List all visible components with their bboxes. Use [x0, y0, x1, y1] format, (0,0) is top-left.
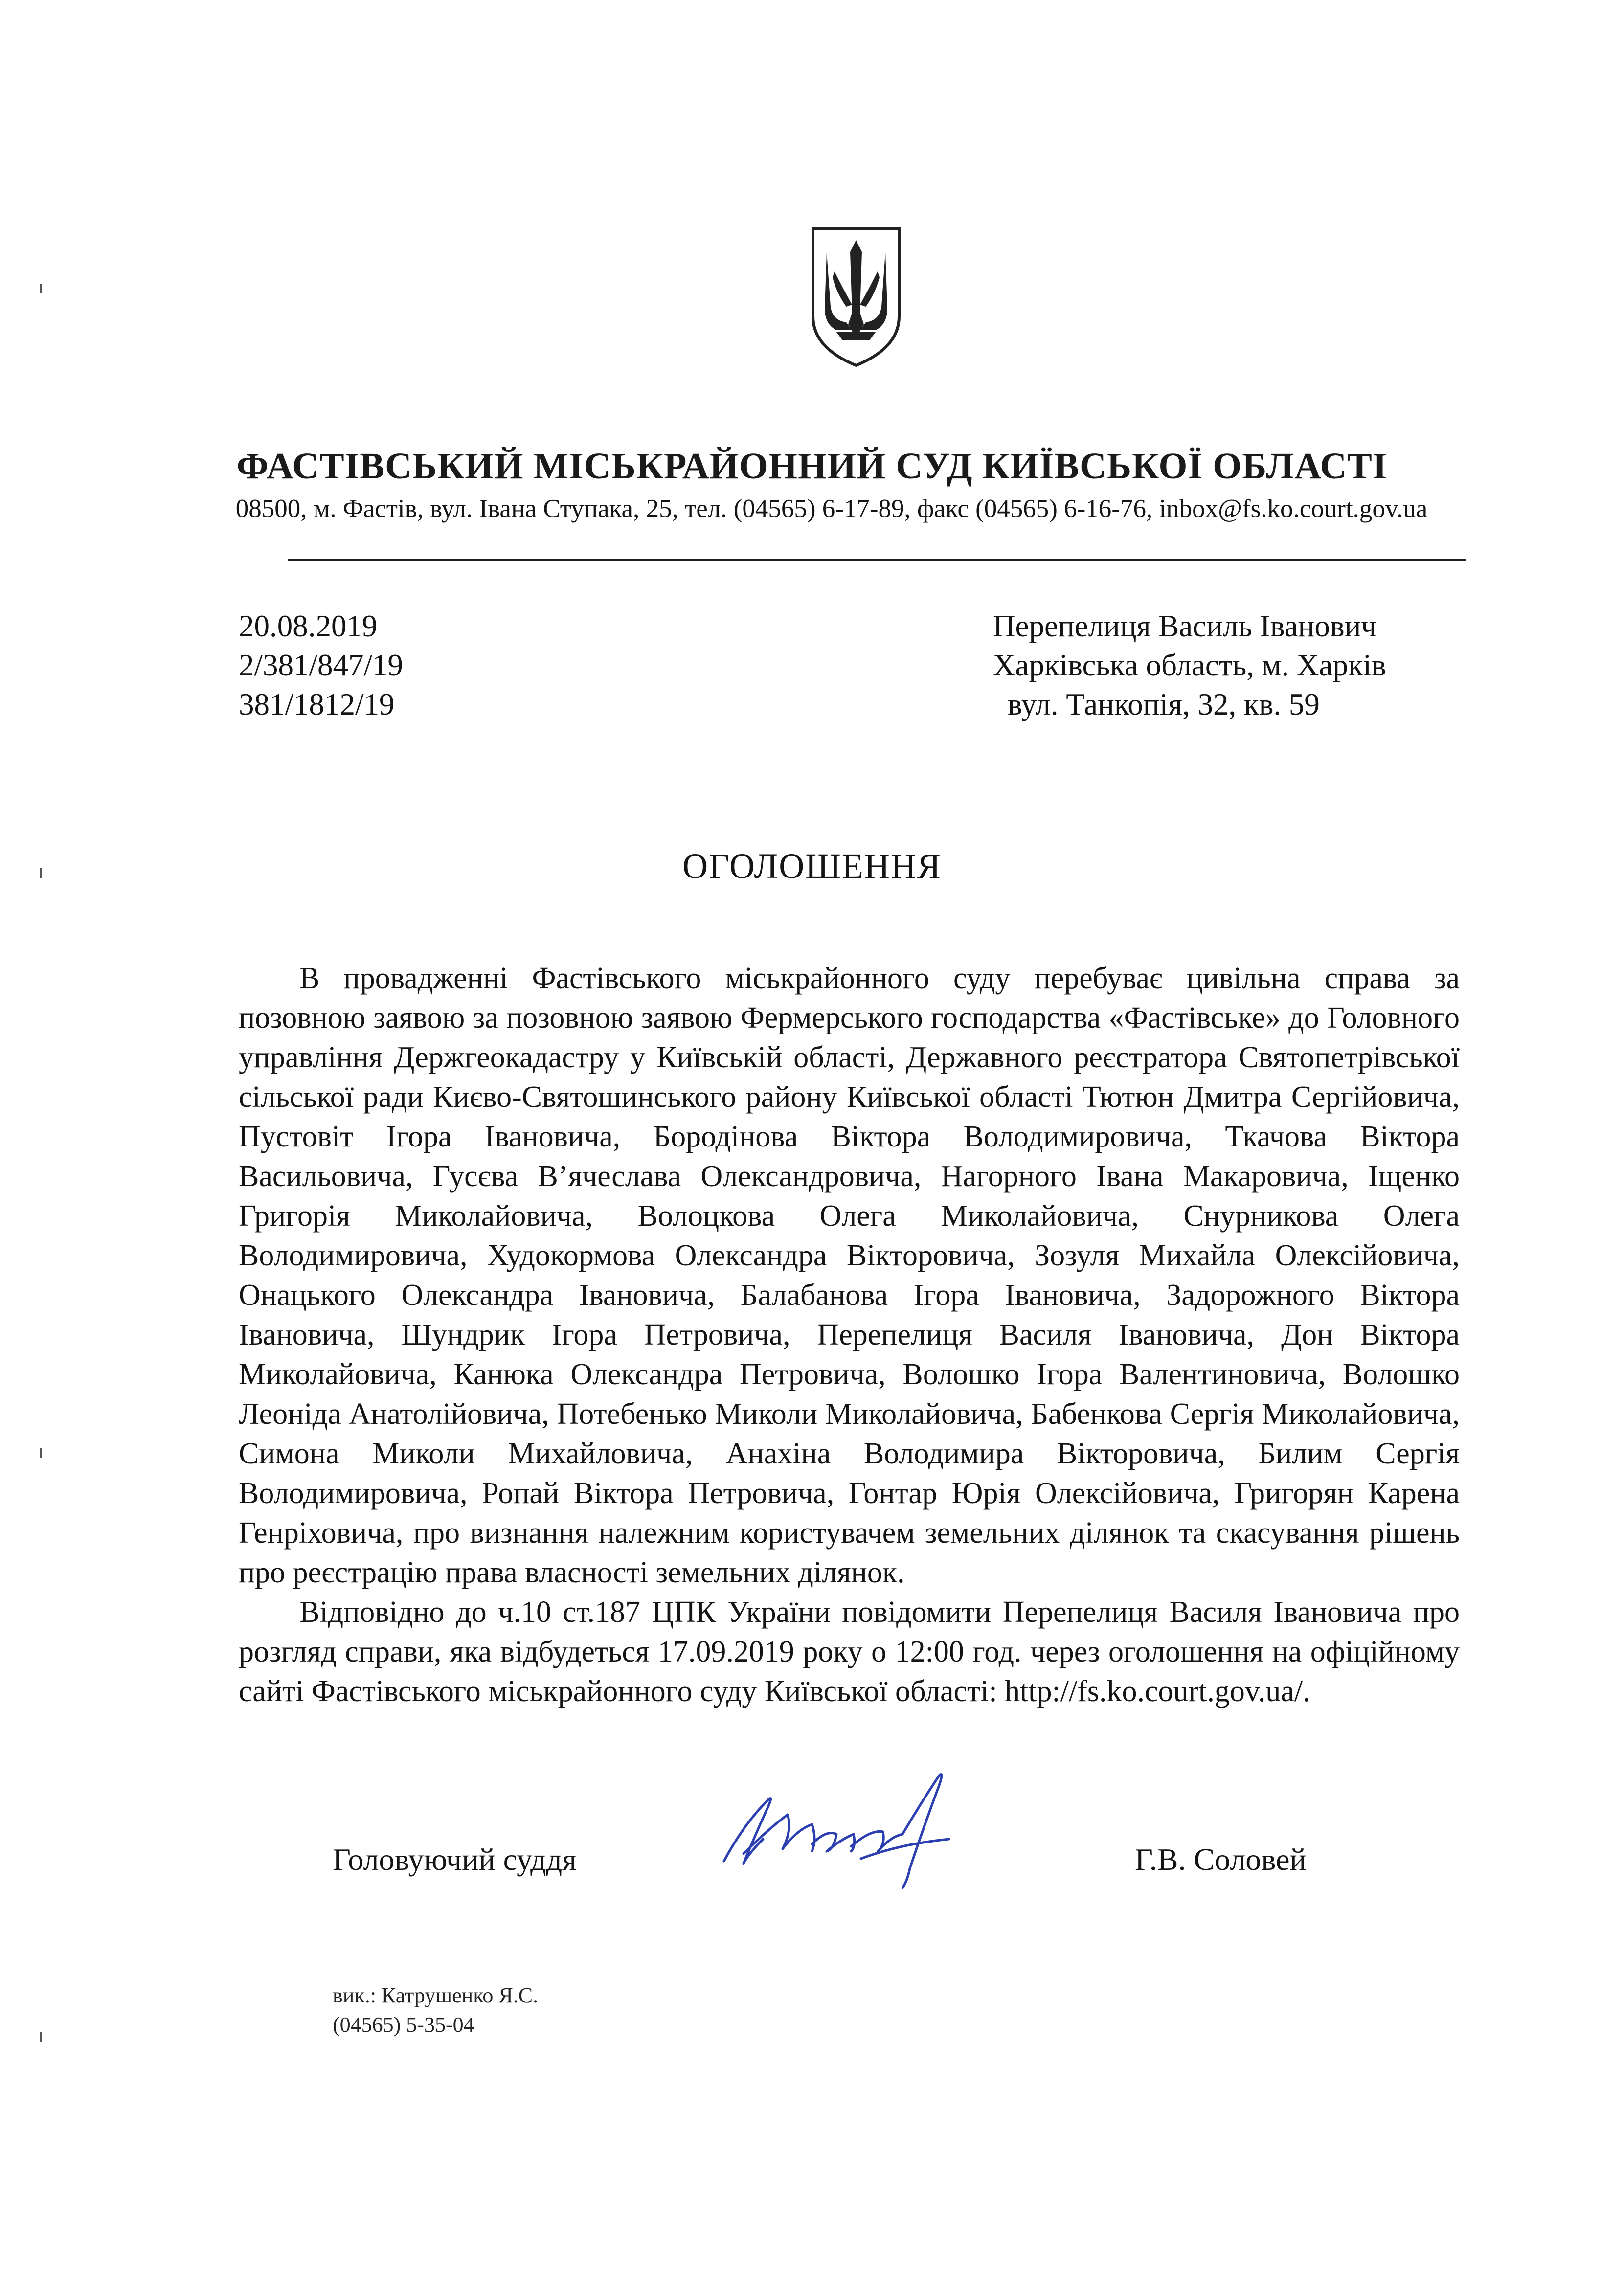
document-meta	[239, 607, 403, 724]
scan-mark	[40, 284, 42, 293]
notice-paragraph-1: В провадженні Фастівського міськрайонного суду перебуває цивільна справа за позовною заявою за позовною заявою Фермерського господарства «Фастівське» до Головного управління Держгеокадастру у Київській області, Державного реєстратора Святопетрівської сільської ради Києво-Святошинського району Київської області Тютюн Дмитра Сергійовича, Пустовіт Ігора Івановича, Бородінова Віктора Володимировича, Ткачова Віктора Васильовича, Гусєва В’ячеслава Олександровича, Нагорного Івана Макаровича, Іщенко Григорія Миколайовича, Волоцкова Олега Миколайовича, Снурникова Олега Володимировича, Худокормова Олександра Вікторовича, Зозуля Михайла Олексійовича, Онацького Олександра Івановича, Балабанова Ігора Івановича, Задорожного Віктора Івановича, Шундрик Ігора Петровича, Перепелиця Василя Івановича, Дон Віктора Миколайовича, Канюка Олександра Петровича, Волошко Ігора Валентиновича, Волошко Леоніда Анатолійовича, Потебенько Миколи Миколайовича, Бабенкова Сергія Миколайовича, Симона Миколи Михайловича, Анахіна Володимира Вікторовича, Билим Сергія Володимировича, Ропай Віктора Петровича, Гонтар Юрія Олексійовича, Григорян Карена Генріховича, про визнання належним користувачем земельних ділянок та скасування рішень про реєстрацію права власності земельних ділянок.	[239, 962, 1460, 1589]
notice-body	[239, 959, 1460, 1711]
handwritten-signature	[714, 1756, 969, 1903]
header-divider	[288, 559, 1466, 561]
executor-block	[333, 1981, 538, 2040]
judge-label: Головуючий суддя	[333, 1842, 577, 1877]
scan-mark	[40, 2032, 42, 2042]
case-number: 2/381/847/19	[239, 648, 404, 682]
recipient-street: вул. Танкопія, 32, кв. 59	[1008, 687, 1320, 721]
scan-mark	[40, 1448, 42, 1458]
document-date: 20.08.2019	[239, 609, 378, 643]
notice-paragraph-2: Відповідно до ч.10 ст.187 ЦПК України повідомити Перепелиця Василя Івановича про розгляд справи, яка відбудеться 17.09.2019 року о 12:00 год. через оголошення на офіційному сайті Фастівського міськрайонного суду Київської області: http://fs.ko.court.gov.ua/.	[239, 1596, 1460, 1708]
judge-name: Г.В. Соловей	[1135, 1842, 1307, 1877]
notice-title: ОГОЛОШЕННЯ	[682, 847, 942, 886]
recipient-region: Харківська область, м. Харків	[993, 648, 1386, 682]
coat-of-arms-icon	[807, 223, 905, 369]
executor-name: вик.: Катрушенко Я.С.	[333, 1983, 539, 2007]
recipient-name: Перепелиця Василь Іванович	[993, 609, 1376, 643]
scan-mark	[40, 868, 42, 878]
court-address: 08500, м. Фастів, вул. Івана Ступака, 25, тел. (04565) 6-17-89, факс (04565) 6-16-76, inbox@fs.ko.court.gov.ua	[235, 495, 1428, 523]
court-name: ФАСТІВСЬКИЙ МІСЬКРАЙОННИЙ СУД КИЇВСЬКОЇ ОБЛАСТІ	[236, 446, 1388, 487]
proceeding-number: 381/1812/19	[239, 687, 395, 721]
executor-phone: (04565) 5-35-04	[333, 2013, 474, 2037]
recipient-block	[993, 607, 1386, 724]
